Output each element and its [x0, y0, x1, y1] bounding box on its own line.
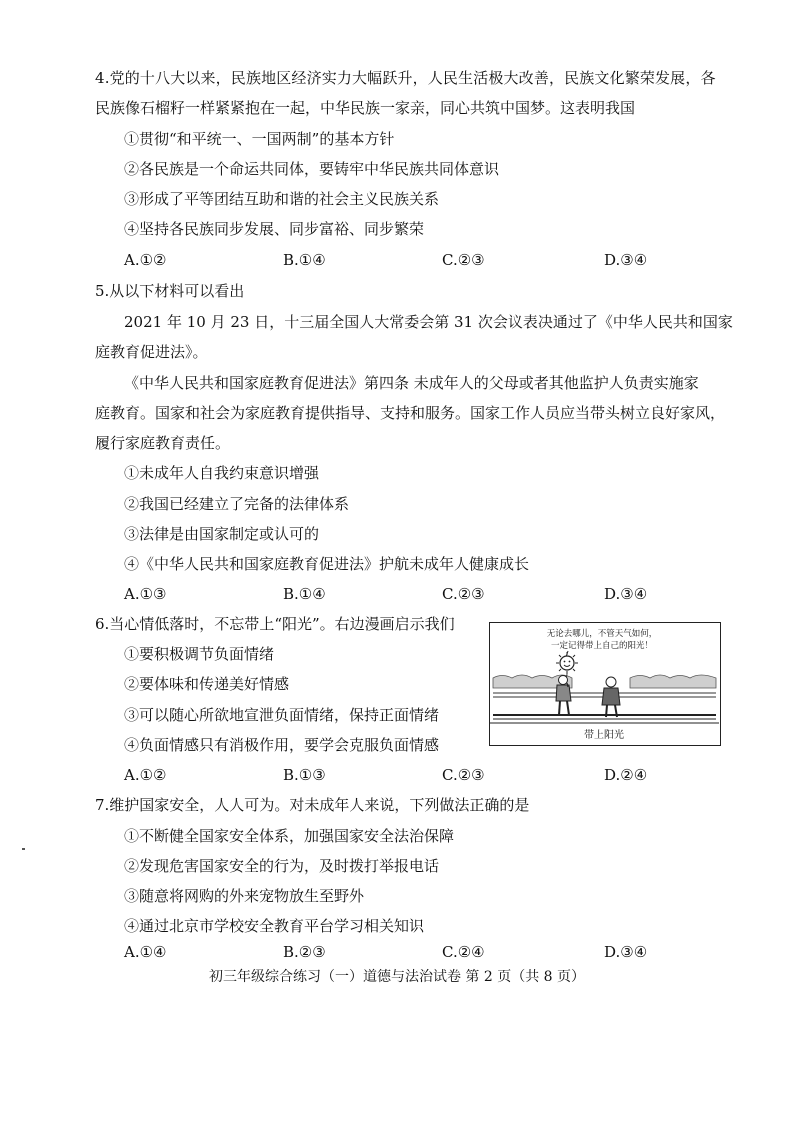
q5-item-2: ②我国已经建立了完备的法律体系	[124, 495, 350, 513]
q7-option-d: D.③④	[604, 943, 648, 961]
q4-option-d: D.③④	[604, 251, 648, 269]
q5-item-3: ③法律是由国家制定或认可的	[124, 525, 320, 543]
q4-stem-line1: 4.党的十八大以来，民族地区经济实力大幅跃升，人民生活极大改善，民族文化繁荣发展，各	[95, 69, 716, 87]
q5-option-d: D.③④	[604, 585, 648, 603]
cartoon-illustration	[490, 623, 719, 744]
q6-option-c: C.②③	[442, 766, 485, 784]
q6-item-1: ①要积极调节负面情绪	[124, 645, 275, 663]
cartoon-speech-line2: 一定记得带上自己的阳光！	[550, 640, 654, 650]
q6-option-a: A.①②	[124, 766, 167, 784]
q7-item-2: ②发现危害国家安全的行为，及时拨打举报电话	[124, 857, 440, 875]
q4-item-3: ③形成了平等团结互助和谐的社会主义民族关系	[124, 190, 440, 208]
q5-material2-line1: 《中华人民共和国家庭教育促进法》第四条 未成年人的父母或者其他监护人负责实施家	[124, 374, 699, 392]
q7-option-a: A.①④	[124, 943, 167, 961]
q5-option-b: B.①④	[283, 585, 326, 603]
q5-material1-line2: 庭教育促进法》。	[95, 343, 208, 361]
q5-stem: 5.从以下材料可以看出	[95, 282, 245, 300]
q7-option-b: B.②③	[283, 943, 326, 961]
q5-material1-line1: 2021 年 10 月 23 日，十三届全国人大常委会第 31 次会议表决通过了《中华人民共和国家	[124, 313, 733, 331]
q5-item-1: ①未成年人自我约束意识增强	[124, 464, 320, 482]
q4-option-c: C.②③	[442, 251, 485, 269]
cartoon-caption: 带上阳光	[584, 730, 624, 741]
q4-item-1: ①贯彻“和平统一、一国两制”的基本方针	[124, 130, 395, 148]
q4-stem-line2: 民族像石榴籽一样紧紧抱在一起，中华民族一家亲，同心共筑中国梦。这表明我国	[95, 99, 636, 117]
q6-item-2: ②要体味和传递美好情感	[124, 675, 290, 693]
q6-item-3: ③可以随心所欲地宣泄负面情绪，保持正面情绪	[124, 706, 440, 724]
cartoon-speech-line1: 无论去哪儿，不管天气如何，	[546, 628, 658, 638]
page-footer: 初三年级综合练习（一）道德与法治试卷 第 2 页（共 8 页）	[208, 969, 586, 985]
q6-option-d: D.②④	[604, 766, 648, 784]
q4-option-b: B.①④	[283, 251, 326, 269]
q5-item-4: ④《中华人民共和国家庭教育促进法》护航未成年人健康成长	[124, 555, 530, 573]
q6-stem: 6.当心情低落时，不忘带上“阳光”。右边漫画启示我们	[95, 615, 455, 633]
q5-option-c: C.②③	[442, 585, 485, 603]
q4-item-4: ④坚持各民族同步发展、同步富裕、同步繁荣	[124, 220, 425, 238]
q4-option-a: A.①②	[124, 251, 167, 269]
q5-material2-line2: 庭教育。国家和社会为家庭教育提供指导、支持和服务。国家工作人员应当带头树立良好家风，	[95, 404, 726, 422]
q7-item-1: ①不断健全国家安全体系，加强国家安全法治保障	[124, 827, 455, 845]
q4-item-2: ②各民族是一个命运共同体，要铸牢中华民族共同体意识	[124, 160, 500, 178]
cartoon-sunshine	[489, 622, 721, 746]
q5-option-a: A.①③	[124, 585, 167, 603]
q7-stem: 7.维护国家安全，人人可为。对未成年人来说，下列做法正确的是	[95, 796, 530, 814]
q6-item-4: ④负面情感只有消极作用，要学会克服负面情感	[124, 736, 440, 754]
q7-option-c: C.②④	[442, 943, 485, 961]
q7-item-4: ④通过北京市学校安全教育平台学习相关知识	[124, 917, 425, 935]
q6-option-b: B.①③	[283, 766, 326, 784]
scan-mark	[22, 848, 25, 850]
q5-material2-line3: 履行家庭教育责任。	[95, 434, 231, 452]
q7-item-3: ③随意将网购的外来宠物放生至野外	[124, 887, 365, 905]
